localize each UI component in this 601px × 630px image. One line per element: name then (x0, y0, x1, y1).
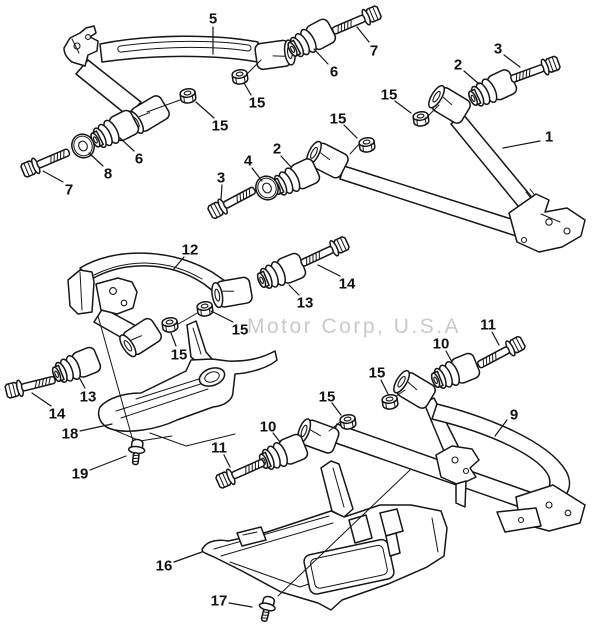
leader-line-3 (314, 49, 328, 64)
guard-16-fin (321, 461, 353, 517)
leader-line-12 (503, 141, 540, 148)
nut-15-a (180, 88, 197, 104)
callout-15-5: 15 (211, 117, 229, 135)
upper-arm-12 (68, 253, 253, 359)
callout-17-34: 17 (210, 592, 228, 610)
callout-2-14: 2 (272, 140, 282, 158)
leader-line-2 (357, 27, 369, 42)
bushing-13-right (254, 252, 307, 294)
callout-14-23: 14 (48, 405, 66, 423)
bolt-3-top (509, 55, 562, 88)
callout-3-16: 3 (216, 169, 226, 187)
callout-15-30: 15 (318, 388, 336, 406)
callout-15-28: 15 (368, 364, 386, 382)
callout-4-15: 4 (243, 152, 253, 170)
callout-8-7: 8 (103, 165, 113, 183)
bolt-14-right (298, 235, 350, 271)
bushing-10-left (256, 433, 309, 475)
leader-line-33 (174, 552, 202, 562)
nut-15-c (413, 111, 430, 127)
bushing-10-top (428, 352, 481, 394)
nut-15-b (232, 69, 249, 85)
leader-line-25 (90, 456, 126, 470)
arm-12-clevis (96, 278, 137, 314)
callout-15-11: 15 (380, 86, 398, 104)
callout-13-19: 13 (296, 294, 314, 312)
leader-line-19 (289, 285, 299, 295)
leader-line-23 (32, 393, 51, 406)
leader-line-11 (395, 101, 411, 113)
upper-arm-1 (304, 83, 585, 252)
callout-11-26: 11 (480, 316, 496, 334)
screw-17 (256, 595, 278, 623)
nut-15-g (382, 394, 399, 410)
bolt-3-lower (206, 182, 258, 220)
bushing-13-left (49, 346, 102, 388)
callout-7-8: 7 (64, 181, 74, 199)
bolt-7-left (20, 144, 72, 179)
callout-18-24: 18 (61, 425, 79, 443)
leader-line-22 (80, 379, 85, 388)
leader-line-6 (120, 138, 134, 151)
callout-15-4: 15 (248, 94, 266, 112)
callout-15-20: 15 (231, 321, 249, 339)
arm-9-bracket-fin (456, 481, 466, 507)
callout-16-33: 16 (155, 557, 173, 575)
guard-18-pan (99, 351, 277, 431)
leader-line-15 (252, 168, 262, 181)
arm-5-bracket (64, 26, 98, 66)
callout-1-12: 1 (544, 128, 554, 146)
callout-10-31: 10 (259, 418, 277, 436)
leader-line-18 (318, 265, 340, 276)
leader-line-7 (89, 153, 103, 166)
upper-arm-5 (64, 26, 297, 136)
guard-plate-16 (202, 461, 447, 610)
callout-12-17: 12 (181, 241, 199, 259)
callout-5-1: 5 (208, 10, 218, 28)
callout-3-9: 3 (493, 40, 503, 58)
nut-15-f (162, 317, 179, 333)
callout-15-13: 15 (329, 110, 347, 128)
callout-6-6: 6 (134, 150, 144, 168)
nut-15-h (340, 414, 357, 430)
callout-19-25: 19 (71, 465, 89, 483)
callout-14-18: 14 (338, 275, 356, 293)
leader-line-26 (492, 332, 499, 345)
bolt-14-left (4, 372, 56, 400)
callout-9-29: 9 (509, 406, 519, 424)
leader-line-10 (464, 71, 479, 84)
bolt-11-left (215, 455, 267, 490)
bushing-2-top (465, 68, 519, 111)
nut-15-d (359, 137, 376, 153)
leader-line-27 (446, 351, 452, 362)
bolt-11-top (475, 335, 527, 373)
leader-line-20 (211, 311, 233, 322)
screw-19 (127, 439, 146, 466)
leader-line-9 (504, 55, 520, 67)
callout-15-21: 15 (170, 346, 188, 364)
leader-line-16 (221, 185, 222, 199)
callout-2-10: 2 (453, 56, 463, 74)
arm-5-lower-tube (76, 60, 141, 116)
leader-line-8 (43, 171, 63, 182)
leader-line-34 (229, 603, 252, 607)
leader-line-4 (244, 83, 251, 95)
leader-line-32 (224, 455, 230, 467)
leader-line-14 (281, 156, 291, 167)
watermark-text: Motor Corp, U.S.A (247, 315, 462, 338)
leader-line-28 (381, 380, 388, 394)
callout-7-2: 7 (369, 42, 379, 60)
leader-line-5 (196, 102, 214, 118)
callout-13-22: 13 (79, 388, 97, 406)
callout-10-27: 10 (432, 335, 450, 353)
callout-6-3: 6 (329, 63, 339, 81)
callout-11-32: 11 (211, 439, 227, 457)
bolt-7-top (330, 4, 382, 39)
leader-line-21 (171, 333, 176, 346)
guard-18-fin (187, 321, 212, 365)
nut-15-e (197, 301, 214, 317)
